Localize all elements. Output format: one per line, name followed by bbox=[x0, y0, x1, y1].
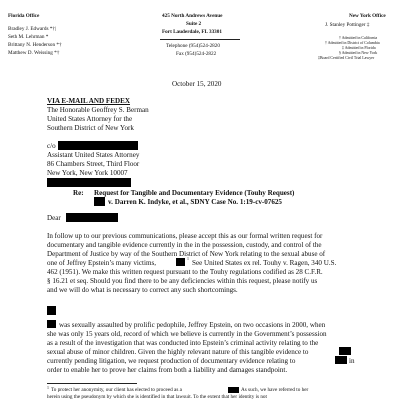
redaction-bar bbox=[47, 320, 56, 328]
new-york-office-title: New York Office bbox=[349, 13, 386, 19]
body-line: In follow up to our previous communications, please accept this as our formal written request for bbox=[47, 232, 323, 240]
re-subject-line: v. Darren K. Indyke, et al., SDNY Case No. 1:19-cv-07625 bbox=[108, 198, 282, 206]
attorney-name: J. Stanley Pottinger ‡ bbox=[325, 22, 370, 28]
footnote-line: herein using the pseudonym by which she is identified in that lawsuit. To the extent that her identity is not bbox=[47, 394, 267, 400]
redaction-bar bbox=[335, 356, 347, 364]
body-line: and we will do what is necessary to correct any such shortcomings. bbox=[47, 286, 238, 294]
salutation: Dear bbox=[47, 214, 61, 222]
body-line: Department of Justice by way of the Southern District of New York relating to the sexual abuse of bbox=[47, 250, 326, 258]
attorney-name: Brittany N. Henderson *† bbox=[8, 42, 62, 48]
redaction-bar bbox=[176, 258, 185, 266]
body-line: documentary and tangible evidence currently in the in the possession, custody, and control of the bbox=[47, 241, 322, 249]
body-line: one of Jeffrey Epstein’s many victims, bbox=[47, 259, 157, 267]
body-line: was sexually assaulted by prolific pedophile, Jeffrey Epstein, on two occasions in 2000, when bbox=[59, 321, 326, 329]
body-line: as a result of the investigation that was conducted into Epstein’s criminal activity relating to the bbox=[47, 339, 319, 347]
address-line: Suite 2 bbox=[186, 21, 202, 27]
re-label: Re: bbox=[73, 189, 84, 197]
redaction-bar bbox=[58, 141, 138, 150]
footnote-divider bbox=[47, 383, 137, 384]
redaction-bar bbox=[94, 197, 105, 206]
recipient-line: The Honorable Geoffrey S. Berman bbox=[47, 106, 149, 114]
address-line: 425 North Andrews Avenue bbox=[162, 13, 223, 19]
address-line: 86 Chambers Street, Third Floor bbox=[47, 160, 140, 168]
redaction-bar bbox=[66, 213, 118, 222]
body-line: sexual abuse of minor children. Given the highly relevant nature of this tangible evidence to bbox=[47, 348, 309, 356]
admission-note: ‡Board Certified Civil Trial Lawyer bbox=[318, 56, 375, 60]
body-line: in bbox=[349, 357, 355, 365]
body-line: order to enable her to prove her claims from both a liability and damages standpoint. bbox=[47, 366, 288, 374]
delivery-method: VIA E-MAIL AND FEDEX bbox=[47, 97, 130, 105]
footnote-line: As such, we have referred to her bbox=[241, 387, 309, 393]
address-line: New York, New York 10007 bbox=[47, 169, 128, 177]
address-line: Assistant United States Attorney bbox=[47, 151, 140, 159]
attorney-name: Seth M. Lehrman * bbox=[8, 34, 49, 40]
letterhead-divider bbox=[160, 39, 240, 40]
body-line: she was only 15 years old, record of which we believe is currently in the Government’s possession bbox=[47, 330, 327, 338]
recipient-line: Southern District of New York bbox=[47, 124, 134, 132]
recipient-line: United States Attorney for the bbox=[47, 115, 133, 123]
admission-note: ‡ Admitted in Florida bbox=[342, 46, 376, 50]
telephone-number: Telephone (954)524-2820 bbox=[166, 43, 220, 49]
body-line: currently pending litigation, we request production of documentary evidence relating to bbox=[47, 357, 296, 365]
footnote-marker: 1 bbox=[47, 386, 49, 390]
attorney-name: Bradley J. Edwards *†| bbox=[8, 26, 57, 32]
fax-number: Fax (954)524-2822 bbox=[176, 51, 217, 57]
redaction-bar bbox=[47, 306, 56, 315]
redaction-bar bbox=[339, 347, 351, 355]
care-of-label: c/o bbox=[47, 142, 56, 150]
footnote-line: To protect her anonymity, our client has elected to proceed as a bbox=[51, 387, 182, 393]
redaction-bar bbox=[228, 387, 239, 393]
admission-note: § Admitted in New York bbox=[339, 51, 378, 55]
address-line: Fort Lauderdale, FL 33301 bbox=[162, 29, 222, 35]
attorney-name: Matthew D. Weissing *† bbox=[8, 50, 60, 56]
admission-note: † Admitted in District of Columbia bbox=[325, 41, 380, 45]
florida-office-title: Florida Office bbox=[8, 13, 40, 19]
body-line: See United States ex rel. Touhy v. Ragen, 340 U.S. bbox=[192, 259, 337, 267]
redaction-bar bbox=[47, 178, 131, 187]
letter-date: October 15, 2020 bbox=[172, 80, 222, 88]
re-subject-line: Request for Tangible and Documentary Evidence (Touhy Request) bbox=[94, 189, 295, 197]
admission-note: † Admitted in California bbox=[339, 36, 378, 40]
footnote-marker: 1 bbox=[187, 257, 189, 261]
body-line: § 16.21 et seq. Should you find there to be any deficiencies within this request, please notify us bbox=[47, 277, 318, 285]
body-line: 462 (1951). We make this written request pursuant to the Touhy regulations codified as 28 C.F.R. bbox=[47, 268, 323, 276]
